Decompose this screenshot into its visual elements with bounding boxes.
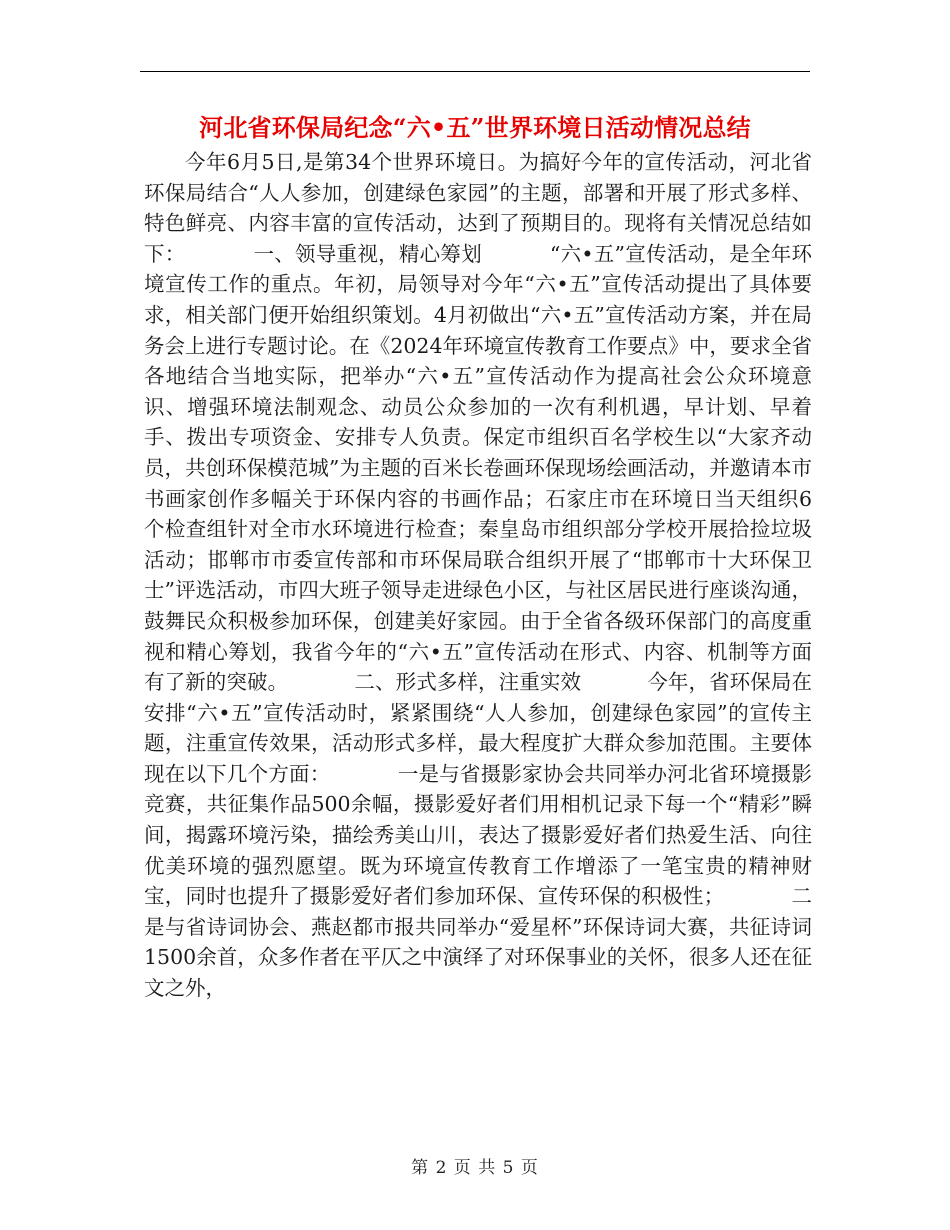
document-body-text: 今年6月5日,是第34个世界环境日。为搞好今年的宣传活动，河北省环保局结合“人人参加，创建绿色家园”的主题，部署和开展了形式多样、特色鲜亮、内容丰富的宣传活动，达到了预期目的。现将有关情况总结如下： 一、领导重视，精心筹划 “六•五”宣传活动，是全年环境宣传工作的重点。年初，局领导对今年“六•五”宣传活动提出了具体要求，相关部门便开始组织策划。4月初做出“六•五”宣传活动方案，并在局务会上进行专题讨论。在《2024年环境宣传教育工作要点》中，要求全省各地结合当地实际，把举办“六•五”宣传活动作为提高社会公众环境意识、增强环境法制观念、动员公众参加的一次有利机遇，早计划、早着手、拨出专项资金、安排专人负责。保定市组织百名学校生以“大家齐动员，共创环保模范城”为主题的百米长卷画环保现场绘画活动，并邀请本市书画家创作多幅关于环保内容的书画作品；石家庄市在环境日当天组织6个检查组针对全市水环境进行检查；秦皇岛市组织部分学校开展拾捡垃圾活动；邯郸市市委宣传部和市环保局联合组织开展了“邯郸市十大环保卫士”评选活动，市四大班子领导走进绿色小区，与社区居民进行座谈沟通，鼓舞民众积极参加环保，创建美好家园。由于全省各级环保部门的高度重视和精心筹划，我省今年的“六•五”宣传活动在形式、内容、机制等方面有了新的突破。 二、形式多样，注重实效 今年，省环保局在安排“六•五”宣传活动时，紧紧围绕“人人参加，创建绿色家园”的宣传主题，注重宣传效果，活动形式多样，最大程度扩大群众参加范围。主要体现在以下几个方面： 一是与省摄影家协会共同举办河北省环境摄影竞赛，共征集作品500余幅，摄影爱好者们用相机记录下每一个“精彩”瞬间，揭露环境污染，描绘秀美山川，表达了摄影爱好者们热爱生活、向往优美环境的强烈愿望。既为环境宣传教育工作增添了一笔宝贵的精神财宝，同时也提升了摄影爱好者们参加环保、宣传环保的积极性； 二是与省诗词协会、燕赵都市报共同举办“爱星杯”环保诗词大赛，共征诗词1500余首，众多作者在平仄之中演绎了对环保事业的关怀，很多人还在征文之外， xyxy=(144,150,812,1001)
header-divider xyxy=(140,71,810,72)
page-number-footer: 第 2 页 共 5 页 xyxy=(411,1158,539,1178)
document-title: 河北省环保局纪念“六•五”世界环境日活动情况总结 xyxy=(199,113,751,142)
